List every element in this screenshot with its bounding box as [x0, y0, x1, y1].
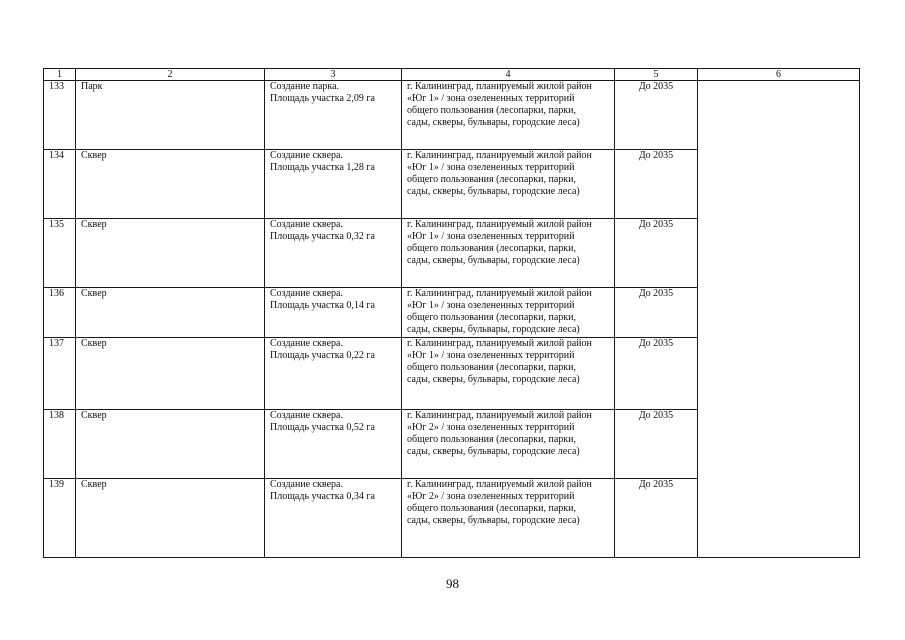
object-name: Сквер	[76, 410, 265, 479]
description-line: Площадь участка 0,34 га	[270, 491, 375, 502]
object-location	[402, 81, 615, 150]
location-line: г. Калининград, планируемый жилой район	[407, 150, 592, 161]
location-line: сады, скверы, бульвары, городские леса)	[407, 186, 580, 197]
description-line: Создание сквера.	[270, 479, 343, 490]
row-number: 135	[44, 219, 76, 288]
location-line: сады, скверы, бульвары, городские леса)	[407, 324, 580, 335]
location-line: «Юг 1» / зона озелененных территорий	[407, 162, 575, 173]
location-line: г. Калининград, планируемый жилой район	[407, 219, 592, 230]
description-line: Создание сквера.	[270, 410, 343, 421]
planning-table	[43, 68, 860, 558]
location-line: сады, скверы, бульвары, городские леса)	[407, 515, 580, 526]
implementation-term: До 2035	[615, 150, 698, 219]
description-line: Площадь участка 1,28 га	[270, 162, 375, 173]
object-description	[265, 81, 402, 150]
header-col-2: 2	[76, 69, 265, 81]
implementation-term: До 2035	[615, 81, 698, 150]
object-description	[265, 219, 402, 288]
implementation-term: До 2035	[615, 219, 698, 288]
header-col-1: 1	[44, 69, 76, 81]
object-name: Сквер	[76, 150, 265, 219]
location-line: общего пользования (лесопарки, парки,	[407, 243, 577, 254]
description-line: Создание парка.	[270, 81, 340, 92]
implementation-term: До 2035	[615, 338, 698, 410]
description-line: Площадь участка 2,09 га	[270, 93, 375, 104]
row-number: 133	[44, 81, 76, 150]
location-line: г. Калининград, планируемый жилой район	[407, 479, 592, 490]
object-location	[402, 338, 615, 410]
table-row	[44, 81, 860, 150]
location-line: «Юг 1» / зона озелененных территорий	[407, 231, 575, 242]
location-line: сады, скверы, бульвары, городские леса)	[407, 446, 580, 457]
header-col-3: 3	[265, 69, 402, 81]
object-name: Сквер	[76, 479, 265, 558]
location-line: «Юг 1» / зона озелененных территорий	[407, 300, 575, 311]
location-line: г. Калининград, планируемый жилой район	[407, 81, 592, 92]
header-col-6: 6	[698, 69, 860, 81]
object-name: Сквер	[76, 338, 265, 410]
object-location	[402, 219, 615, 288]
location-line: «Юг 1» / зона озелененных территорий	[407, 350, 575, 361]
description-line: Площадь участка 0,14 га	[270, 300, 375, 311]
description-line: Создание сквера.	[270, 219, 343, 230]
header-col-5: 5	[615, 69, 698, 81]
location-line: «Юг 2» / зона озелененных территорий	[407, 422, 575, 433]
implementation-term: До 2035	[615, 410, 698, 479]
description-line: Площадь участка 0,32 га	[270, 231, 375, 242]
object-location	[402, 479, 615, 558]
description-line: Площадь участка 0,52 га	[270, 422, 375, 433]
description-line: Создание сквера.	[270, 288, 343, 299]
row-number: 136	[44, 288, 76, 338]
location-line: «Юг 1» / зона озелененных территорий	[407, 93, 575, 104]
location-line: сады, скверы, бульвары, городские леса)	[407, 117, 580, 128]
row-number: 138	[44, 410, 76, 479]
location-line: общего пользования (лесопарки, парки,	[407, 105, 577, 116]
object-location	[402, 410, 615, 479]
location-line: г. Калининград, планируемый жилой район	[407, 288, 592, 299]
location-line: сады, скверы, бульвары, городские леса)	[407, 255, 580, 266]
location-line: г. Калининград, планируемый жилой район	[407, 338, 592, 349]
description-line: Площадь участка 0,22 га	[270, 350, 375, 361]
description-line: Создание сквера.	[270, 150, 343, 161]
header-row	[44, 69, 860, 81]
object-description	[265, 410, 402, 479]
object-description	[265, 338, 402, 410]
column-6-empty-cell	[698, 81, 860, 558]
object-name: Сквер	[76, 219, 265, 288]
location-line: общего пользования (лесопарки, парки,	[407, 503, 577, 514]
row-number: 134	[44, 150, 76, 219]
location-line: «Юг 2» / зона озелененных территорий	[407, 491, 575, 502]
header-col-4: 4	[402, 69, 615, 81]
object-location	[402, 150, 615, 219]
location-line: общего пользования (лесопарки, парки,	[407, 312, 577, 323]
object-name: Сквер	[76, 288, 265, 338]
row-number: 137	[44, 338, 76, 410]
object-location	[402, 288, 615, 338]
implementation-term: До 2035	[615, 288, 698, 338]
object-description	[265, 150, 402, 219]
implementation-term: До 2035	[615, 479, 698, 558]
description-line: Создание сквера.	[270, 338, 343, 349]
object-name: Парк	[76, 81, 265, 150]
location-line: общего пользования (лесопарки, парки,	[407, 362, 577, 373]
object-description	[265, 288, 402, 338]
page-number: 98	[446, 576, 459, 591]
location-line: общего пользования (лесопарки, парки,	[407, 174, 577, 185]
row-number: 139	[44, 479, 76, 558]
location-line: общего пользования (лесопарки, парки,	[407, 434, 577, 445]
object-description	[265, 479, 402, 558]
location-line: сады, скверы, бульвары, городские леса)	[407, 374, 580, 385]
location-line: г. Калининград, планируемый жилой район	[407, 410, 592, 421]
